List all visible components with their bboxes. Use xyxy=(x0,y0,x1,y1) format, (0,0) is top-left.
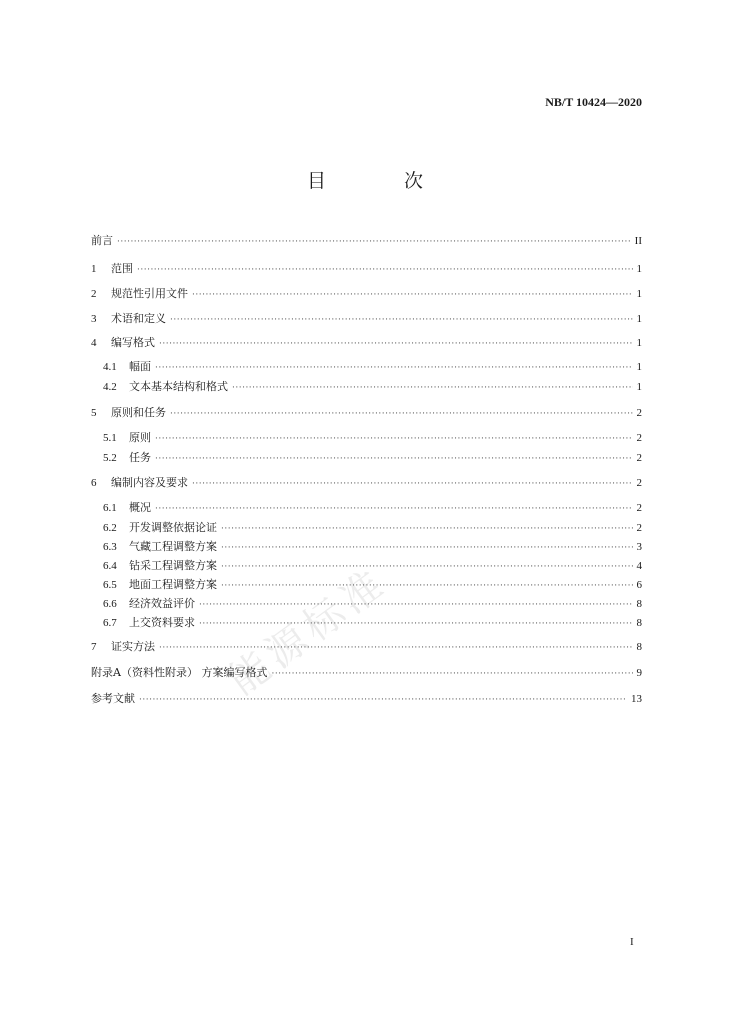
toc-entry-page: 2 xyxy=(636,407,642,419)
toc-entry-page: 1 xyxy=(636,361,642,373)
standard-code: NB/T 10424—2020 xyxy=(545,95,642,109)
toc-entry-page: II xyxy=(634,235,642,247)
toc-entry-page: 13 xyxy=(631,693,642,705)
toc-entry[interactable] xyxy=(91,232,642,250)
toc-entry-title: 开发调整依据论证 xyxy=(129,521,217,534)
toc-entry-number: 6.3 xyxy=(103,541,117,553)
dot-leader xyxy=(137,261,633,279)
toc-entry-page: 2 xyxy=(636,432,642,444)
toc-entry[interactable] xyxy=(91,285,642,303)
toc-entry-page: 2 xyxy=(636,452,642,464)
toc-entry[interactable] xyxy=(91,690,642,708)
toc-entry[interactable] xyxy=(103,538,642,556)
toc-entry-number: 6.2 xyxy=(103,522,117,534)
toc-entry-number: 4.1 xyxy=(103,361,117,373)
dot-leader xyxy=(117,233,631,251)
dot-leader xyxy=(192,286,633,304)
dot-leader xyxy=(159,639,633,657)
toc-entry-title: 附录A（资料性附录） 方案编写格式 xyxy=(91,666,268,679)
dot-leader xyxy=(155,430,633,448)
toc-entry-title: 原则 xyxy=(129,431,151,444)
toc-entry[interactable] xyxy=(91,334,642,352)
dot-leader xyxy=(221,577,633,595)
toc-entry[interactable] xyxy=(91,310,642,328)
toc-entry-title: 范围 xyxy=(111,262,133,275)
dot-leader xyxy=(232,379,633,397)
toc-entry[interactable] xyxy=(103,614,642,632)
toc-entry-title: 编制内容及要求 xyxy=(111,476,188,489)
toc-entry-title: 证实方法 xyxy=(111,640,155,653)
toc-entry-number: 6.6 xyxy=(103,598,117,610)
toc-entry-number: 6.1 xyxy=(103,502,117,514)
page-number: I xyxy=(630,936,634,948)
toc-entry-number: 6.5 xyxy=(103,579,117,591)
dot-leader xyxy=(155,359,633,377)
dot-leader xyxy=(199,615,633,633)
dot-leader xyxy=(221,539,633,557)
toc-entry-title: 规范性引用文件 xyxy=(111,287,188,300)
dot-leader xyxy=(159,335,633,353)
toc-entry-page: 3 xyxy=(636,541,642,553)
toc-entry-number: 1 xyxy=(91,263,97,275)
dot-leader xyxy=(271,665,632,683)
toc-entry[interactable] xyxy=(103,499,642,517)
toc-entry-title: 原则和任务 xyxy=(111,406,166,419)
toc-entry-number: 2 xyxy=(91,288,97,300)
toc-entry[interactable] xyxy=(91,404,642,422)
toc-entry-title: 任务 xyxy=(129,451,151,464)
toc-entry-number: 4.2 xyxy=(103,381,117,393)
toc-entry-page: 1 xyxy=(636,288,642,300)
toc-entry-number: 6 xyxy=(91,477,97,489)
toc-entry-number: 5 xyxy=(91,407,97,419)
toc-entry-title: 术语和定义 xyxy=(111,312,166,325)
toc-entry-page: 1 xyxy=(636,381,642,393)
dot-leader xyxy=(221,520,633,538)
toc-entry[interactable] xyxy=(103,519,642,537)
toc-entry-title: 幅面 xyxy=(129,360,151,373)
toc-entry-number: 5.2 xyxy=(103,452,117,464)
toc-entry-page: 6 xyxy=(636,579,642,591)
toc-entry-title: 经济效益评价 xyxy=(129,597,195,610)
toc-entry-number: 7 xyxy=(91,641,97,653)
dot-leader xyxy=(170,405,633,423)
toc-entry-title: 地面工程调整方案 xyxy=(129,578,217,591)
toc-entry[interactable] xyxy=(103,358,642,376)
toc-entry-number: 6.4 xyxy=(103,560,117,572)
toc-entry-page: 4 xyxy=(636,560,642,572)
toc-entry[interactable] xyxy=(91,474,642,492)
dot-leader xyxy=(221,558,633,576)
toc-entry[interactable] xyxy=(103,576,642,594)
toc-entry[interactable] xyxy=(91,260,642,278)
toc-entry-page: 9 xyxy=(636,667,642,679)
toc-entry[interactable] xyxy=(91,664,642,682)
toc-entry-title: 参考文献 xyxy=(91,692,135,705)
toc-entry-number: 5.1 xyxy=(103,432,117,444)
toc-entry[interactable] xyxy=(103,378,642,396)
toc-entry-page: 2 xyxy=(636,502,642,514)
toc-entry-title: 气藏工程调整方案 xyxy=(129,540,217,553)
toc-entry[interactable] xyxy=(103,429,642,447)
toc-entry-title: 前言 xyxy=(91,234,113,247)
page-title: 目 次 xyxy=(306,170,460,192)
toc-entry-title: 文本基本结构和格式 xyxy=(129,380,228,393)
toc-entry-number: 3 xyxy=(91,313,97,325)
toc-entry[interactable] xyxy=(103,557,642,575)
toc-entry-number: 4 xyxy=(91,337,97,349)
dot-leader xyxy=(155,450,633,468)
toc-entry-page: 8 xyxy=(636,641,642,653)
toc-entry-title: 钻采工程调整方案 xyxy=(129,559,217,572)
toc-entry-page: 1 xyxy=(636,263,642,275)
toc-entry-page: 8 xyxy=(636,617,642,629)
toc-entry-title: 概况 xyxy=(129,501,151,514)
dot-leader xyxy=(192,475,633,493)
dot-leader xyxy=(155,500,633,518)
toc-entry[interactable] xyxy=(103,595,642,613)
toc-entry-page: 8 xyxy=(636,598,642,610)
toc-entry-title: 编写格式 xyxy=(111,336,155,349)
toc-entry-page: 2 xyxy=(636,522,642,534)
watermark: 能源标准 xyxy=(220,559,397,705)
dot-leader xyxy=(170,311,633,329)
toc-entry-title: 上交资料要求 xyxy=(129,616,195,629)
dot-leader xyxy=(139,691,627,709)
toc-entry-page: 2 xyxy=(636,477,642,489)
dot-leader xyxy=(199,596,633,614)
toc-entry-page: 1 xyxy=(636,337,642,349)
toc-entry-page: 1 xyxy=(636,313,642,325)
toc-entry[interactable] xyxy=(91,638,642,656)
toc-entry-number: 6.7 xyxy=(103,617,117,629)
toc-entry[interactable] xyxy=(103,449,642,467)
